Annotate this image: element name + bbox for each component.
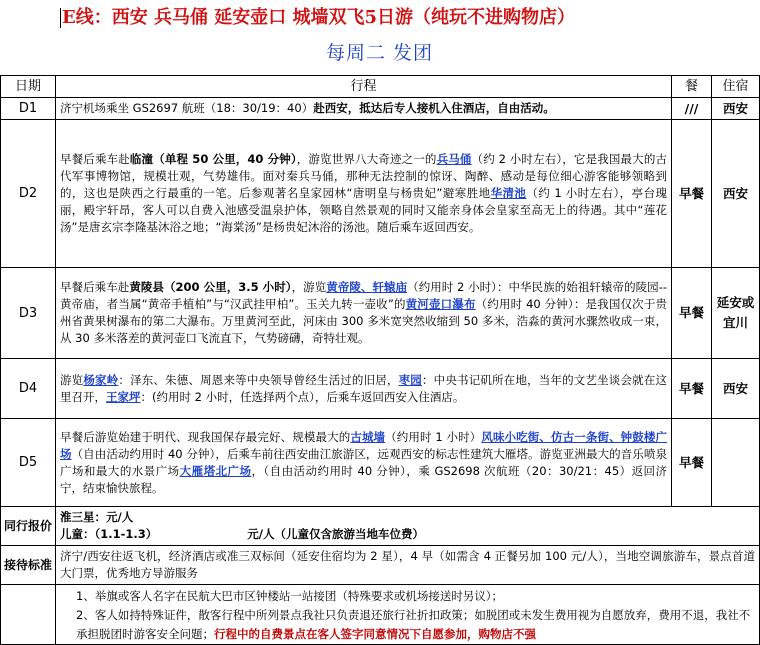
route-text: 济宁机场乘坐 GS2697 航班（18：30/19：40） bbox=[60, 101, 314, 115]
day-meal: 早餐 bbox=[672, 268, 712, 359]
price-child bbox=[60, 526, 755, 543]
price-child-value: 元/人（儿童仅含旅游当地车位费） bbox=[247, 527, 424, 541]
header-date: 日期 bbox=[1, 76, 56, 98]
attraction-link[interactable]: 大雁塔北广场 bbox=[179, 463, 252, 478]
table-row bbox=[1, 120, 760, 268]
day-meal: 早餐 bbox=[672, 120, 712, 268]
route-text: （约 2 小时左右），它是我国最大的古代军事博物馆，规模壮观，气势雄伟。面对秦兵马俑，那种无法控制的惊讶、陶醉、感动是每位细心游客能够领略到的，这也是陕西之行最重的一笔。后参观著名皇家园林“唐明皇与杨贵妃”避寒胜地 bbox=[60, 152, 667, 200]
title-text: E线：西安 兵马俑 延安壶口 城墙双飞5日游（纯玩不进购物店） bbox=[62, 7, 576, 28]
table-header-row bbox=[1, 76, 760, 98]
route-text: 早餐后游览始建于明代、现我国保存最完好、规模最大的 bbox=[60, 429, 351, 444]
attraction-link[interactable]: 古城墙 bbox=[350, 429, 386, 444]
service-content: 济宁/西安往返飞机，经济酒店或准三双标间（延安住宿均为 2 星），4 早（如需含 4 正餐另加 100 元/人），当地空调旅游车，景点首道大门票，优秀地方导游服务 bbox=[56, 546, 760, 585]
day-route bbox=[56, 359, 672, 419]
note-text: 2、客人如持特殊证件，散客行程中所列景点我社只负责退还旅行社折扣政策；如脱团或未发生费用视为自愿放弃，费用不退，我社不承担脱团时游客安全问题； bbox=[76, 608, 751, 641]
route-text-bold: 临潼（单程 50 公里，40 分钟） bbox=[129, 152, 297, 166]
route-text-bold: 赴西安，抵达后专人接机入住酒店，自由活动。 bbox=[313, 101, 555, 115]
price-row bbox=[1, 507, 760, 546]
header-route: 行程 bbox=[56, 76, 672, 98]
table-row bbox=[1, 419, 760, 507]
itinerary-table bbox=[0, 75, 760, 645]
day-meal: /// bbox=[672, 98, 712, 120]
service-row bbox=[1, 546, 760, 585]
route-text: ，（自由活动约用时 40 分钟），乘 GS2698 次航班（20：30/21：45）返回济宁，结束愉快旅程。 bbox=[60, 463, 668, 495]
day-stay bbox=[712, 419, 760, 507]
page-title bbox=[0, 2, 759, 34]
day-stay: 延安或宜川 bbox=[712, 268, 760, 359]
day-stay: 西安 bbox=[712, 359, 760, 419]
price-content bbox=[56, 507, 760, 546]
attraction-link[interactable]: 杨家岭 bbox=[83, 372, 119, 387]
note-text-highlight: 行程中的自费景点在客人签字同意情况下自愿参加，购物店不强 bbox=[214, 627, 536, 641]
day-label: D1 bbox=[1, 98, 56, 120]
route-text: 早餐后乘车赴 bbox=[60, 280, 130, 294]
day-meal: 早餐 bbox=[672, 359, 712, 419]
day-meal: 早餐 bbox=[672, 419, 712, 507]
header-meal: 餐 bbox=[672, 76, 712, 98]
attraction-link[interactable]: 黄帝陵、轩辕庙 bbox=[326, 280, 408, 294]
notes-row bbox=[1, 585, 760, 645]
text-cursor bbox=[60, 8, 61, 28]
day-label: D5 bbox=[1, 419, 56, 507]
service-label: 接待标准 bbox=[1, 546, 56, 585]
attraction-link[interactable]: 兵马俑 bbox=[436, 152, 472, 166]
day-stay: 西安 bbox=[712, 120, 760, 268]
attraction-link[interactable]: 枣园 bbox=[398, 372, 422, 387]
attraction-link[interactable]: 华清池 bbox=[490, 186, 527, 200]
attraction-link[interactable]: 风味小吃街、仿古一条街、钟鼓楼广场 bbox=[60, 429, 668, 461]
route-text: ，游览 bbox=[291, 280, 327, 294]
day-route bbox=[56, 98, 672, 120]
header-stay: 住宿 bbox=[712, 76, 760, 98]
route-text: ，游览世界八大奇迹之一的 bbox=[296, 152, 437, 166]
price-child-label: 儿童：（1.1-1.3） bbox=[60, 527, 158, 541]
note-item bbox=[76, 606, 753, 644]
route-text: ：泽东、朱德、周恩来等中央领导曾经生活过的旧居， bbox=[118, 372, 399, 387]
route-text: 早餐后乘车赴 bbox=[60, 152, 130, 166]
attraction-link[interactable]: 黄河壶口瀑布 bbox=[405, 297, 476, 311]
day-label: D4 bbox=[1, 359, 56, 419]
day-label: D3 bbox=[1, 268, 56, 359]
table-row bbox=[1, 268, 760, 359]
route-text: （约用时 1 小时） bbox=[385, 429, 482, 444]
notes-content bbox=[56, 585, 760, 645]
day-route bbox=[56, 120, 672, 268]
route-text: （约用时 40 分钟）：是我国仅次于贵州省黄果树瀑布的第二大瀑布。万里黄河至此，河床由 300 多米宽突然收缩到 50 多米，浩淼的黄河水骤然收成一束，从 30 多米落差的黄河壶口飞流直下，气势磅礴，奇特壮观。 bbox=[60, 297, 667, 345]
route-text: （自由活动约用时 40 分钟），后乘车前往西安曲江旅游区，远观西安的标志性建筑大雁塔。游览亚洲最大的音乐喷泉广场和最大的水景广场 bbox=[60, 446, 667, 478]
price-adult: 淮三星：元/人 bbox=[60, 510, 134, 524]
route-text: ：(约用时 2 小时，任选择两个点），后乘车返回西安入住酒店。 bbox=[140, 389, 465, 404]
day-route bbox=[56, 419, 672, 507]
route-text: （约 1 小时左右），亭台瑰丽，殿宇轩昂，客人可以自费入池感受温泉护体，领略自然景观的同时又能亲身体会皇家至高无上的待遇。其中“莲花汤”是唐玄宗李隆基沐浴之地；“海棠汤”是杨贵妃沐浴的汤池。随后乘车返回西安。 bbox=[60, 186, 667, 234]
note-item: 1、举旗或客人名字在民航大巴市区钟楼站一站接团（特殊要求或机场接送时另议）； bbox=[76, 589, 504, 603]
route-text: ：中央书记矶所在地，当年的文艺坐谈会就在这里召开， bbox=[60, 372, 668, 404]
table-row bbox=[1, 98, 760, 120]
day-route bbox=[56, 268, 672, 359]
attraction-link[interactable]: 王家坪 bbox=[106, 389, 141, 404]
page-subtitle: 每周二 发团 bbox=[325, 42, 434, 64]
table-row bbox=[1, 359, 760, 419]
price-label: 同行报价 bbox=[1, 507, 56, 546]
notes-label-cell bbox=[1, 585, 56, 645]
day-label: D2 bbox=[1, 120, 56, 268]
day-stay: 西安 bbox=[712, 98, 760, 120]
route-text: （约用时 2 小时）：中华民族的始祖轩辕帝的陵园--黄帝庙，者当属“黄帝手植柏”与“汉武挂甲柏”。玉关九转一壶收”的 bbox=[60, 280, 668, 311]
route-text-bold: 黄陵县（200 公里，3.5 小时） bbox=[129, 280, 292, 294]
route-text: 游览 bbox=[60, 372, 84, 387]
